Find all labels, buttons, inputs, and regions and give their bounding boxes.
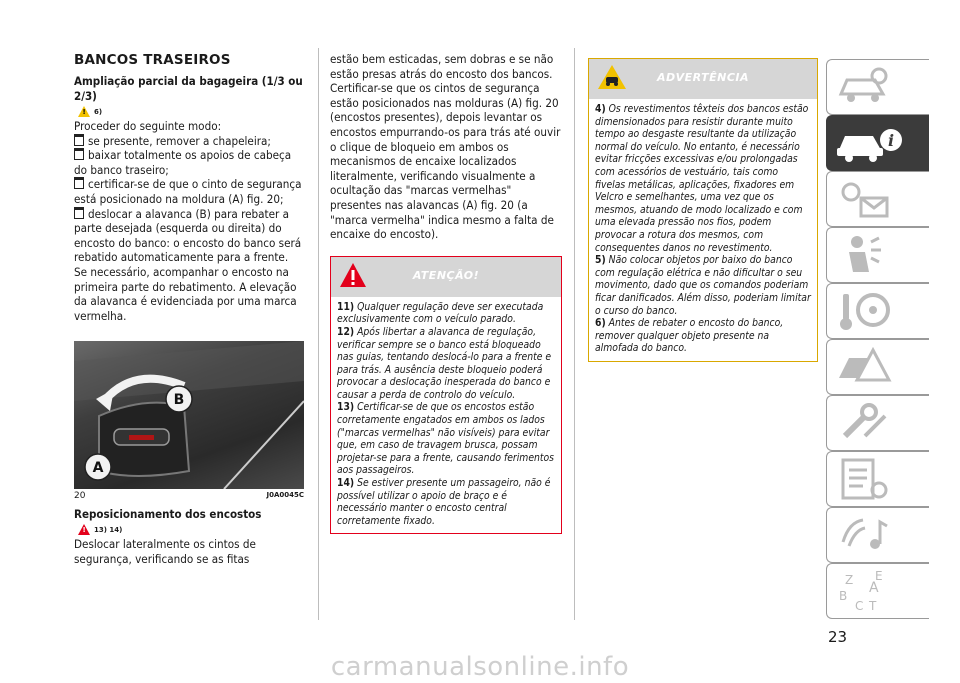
car-emergency-icon <box>835 344 895 390</box>
fig-label-b: B <box>173 392 185 409</box>
tab-multimedia[interactable] <box>826 507 929 563</box>
tab-steering-wheel[interactable] <box>826 283 929 339</box>
column-divider <box>574 48 575 620</box>
column-2 <box>330 52 562 534</box>
tab-service-tools[interactable] <box>826 395 929 451</box>
figure-20-photo <box>74 341 304 489</box>
tab-index[interactable] <box>826 563 929 619</box>
column-1 <box>74 52 304 567</box>
svg-text:B: B <box>839 589 848 603</box>
bullet-item: se presente, remover a chapeleira; <box>74 134 304 149</box>
warning-lights-icon <box>835 176 895 222</box>
multimedia-icon <box>835 512 895 558</box>
advertencia-header <box>589 59 817 99</box>
svg-text:A: A <box>869 580 879 596</box>
advertencia-body <box>589 99 817 361</box>
bullet-square-icon <box>74 207 84 219</box>
figure-number: 20 <box>74 491 86 502</box>
tab-car-info[interactable] <box>826 115 929 171</box>
bullet-item: baixar totalmente os apoios de cabeça do banco traseiro; <box>74 148 292 177</box>
svg-text:T: T <box>869 599 877 613</box>
note-ref-6 <box>78 106 304 117</box>
section-title: BANCOS TRASEIROS <box>74 52 231 68</box>
note-ref-13-14 <box>78 524 304 535</box>
steering-wheel-icon <box>835 288 895 334</box>
tab-car-dashboard[interactable] <box>826 59 929 115</box>
column-3 <box>588 58 818 362</box>
intro-text: Proceder do seguinte modo: <box>74 119 222 133</box>
atencao-item: 12) Após libertar a alavanca de regulação, verificar sempre se o banco está bloqueado nas guias, tentando deslocá-lo para a frente e para trás. A ausência deste bloqueio poderá provocar a deslocação inesperada do banco e causar a perda de controlo do veículo. <box>337 325 552 401</box>
specifications-icon <box>835 456 895 502</box>
tab-car-emergency[interactable] <box>826 339 929 395</box>
svg-text:C: C <box>855 599 864 613</box>
atencao-item: 13) Certificar-se de que os encostos estão corretamente engatados em ambos os lados ("marcas vermelhas" não visíveis) para evitar que, em caso de travagem brusca, possam projetar-se para a frente, causando ferimentos aos passageiros. <box>337 401 555 477</box>
bullet-square-icon <box>74 148 84 160</box>
danger-triangle-icon: ! <box>78 524 90 535</box>
bullet-square-icon <box>74 177 84 189</box>
index-icon <box>835 568 895 614</box>
svg-text:Z: Z <box>845 573 854 587</box>
para-continued: estão bem esticadas, sem dobras e se não estão presas atrás do encosto dos bancos. <box>330 52 554 81</box>
service-tools-icon <box>835 400 895 446</box>
subtitle-reposicionamento: Reposicionamento dos encostos <box>74 507 262 522</box>
atencao-body <box>331 297 561 534</box>
advertencia-item: 5) Não colocar objetos por baixo do banco com regulação elétrica e não dificultar o seu movimento, dado que os comandos poderiam ficar danificados. Além disso, poderiam limitar o curso do banco. <box>595 254 811 317</box>
tab-warning-lights[interactable] <box>826 171 929 227</box>
tab-specifications[interactable] <box>826 451 929 507</box>
atencao-item: 14) Se estiver presente um passageiro, não é possível utilizar o apoio de braço e é necessário manter o encosto central corretamente fixado. <box>337 477 551 527</box>
car-info-icon <box>835 120 905 166</box>
car-dashboard-icon <box>835 64 895 110</box>
airbag-seat-icon <box>835 232 895 278</box>
column-divider <box>318 48 319 620</box>
bullet-square-icon <box>74 134 84 146</box>
note-ref-label: 13) 14) <box>94 525 123 534</box>
advertencia-item: 6) Antes de rebater o encosto do banco, remover qualquer objeto presente na almofada do banco. <box>595 317 784 355</box>
figure-code: J0A0045C <box>266 491 304 500</box>
bullet-item: deslocar a alavanca (B) para rebater a parte desejada (esquerda ou direita) do encosto do banco: o encosto do banco será rebatido automaticamente para a frente. Se necessário, acompanhar o encosto na primeira parte do rebatimento. A elevação da alavanca é evidenciada por uma marca vermelha. <box>74 206 302 323</box>
atencao-title: ATENÇÃO! <box>412 268 480 282</box>
page-number: 23 <box>828 628 848 646</box>
para-certificar: Certificar-se que os cintos de segurança estão posicionados nas molduras (A) fig. 20 (encostos presentes), depois levantar os encostos empurrando-os para trás até ouvir o clique de bloqueio em ambos os mecanismos de encaixe localizados literalmente, verificando visualmente a ocultação das "marcas vermelhas" presentes nas alavancas (A) fig. 20 (a "marca vermelha" indica mesmo a falta de encaixe do encosto). <box>330 81 561 242</box>
advertencia-title: ADVERTÊNCIA <box>656 71 750 84</box>
para-reposicionamento: Deslocar lateralmente os cintos de segurança, verificando se as fitas <box>74 537 256 566</box>
bullet-item: certificar-se de que o cinto de segurança está posicionado na moldura (A) fig. 20; <box>74 177 302 206</box>
atencao-header <box>331 257 561 297</box>
advertencia-box <box>588 58 818 362</box>
info-letter: i <box>887 131 895 150</box>
advertencia-item: 4) Os revestimentos têxteis dos bancos estão dimensionados para resistir durante muito tempo ao desgaste resultante da utilização normal do veículo. No entanto, é necessário evitar fricções excessivas e/ou prolongadas com acessórios de vestuário, tais como fivelas metálicas, aplicações, fixadores em Velcro e semelhantes, uma vez que os mesmos, atuando de modo localizado e com uma elevada pressão nos fios, podem provocar a rotura dos mesmos, com consequentes danos no revestimento. <box>595 103 809 254</box>
warning-triangle-icon: ! <box>78 106 90 117</box>
atencao-item: 11) Qualquer regulação deve ser executada exclusivamente com o veículo parado. <box>337 300 544 326</box>
subtitle-ampliacao: Ampliação parcial da bagageira (1/3 ou 2/3) <box>74 74 303 103</box>
figure-caption <box>74 491 304 501</box>
tab-airbag-seat[interactable] <box>826 227 929 283</box>
atencao-box <box>330 256 562 535</box>
fig-label-a: A <box>92 460 104 477</box>
svg-text:E: E <box>875 569 883 583</box>
note-ref-label: 6) <box>94 107 103 116</box>
watermark-footer: carmanualsonline.info <box>330 652 630 682</box>
